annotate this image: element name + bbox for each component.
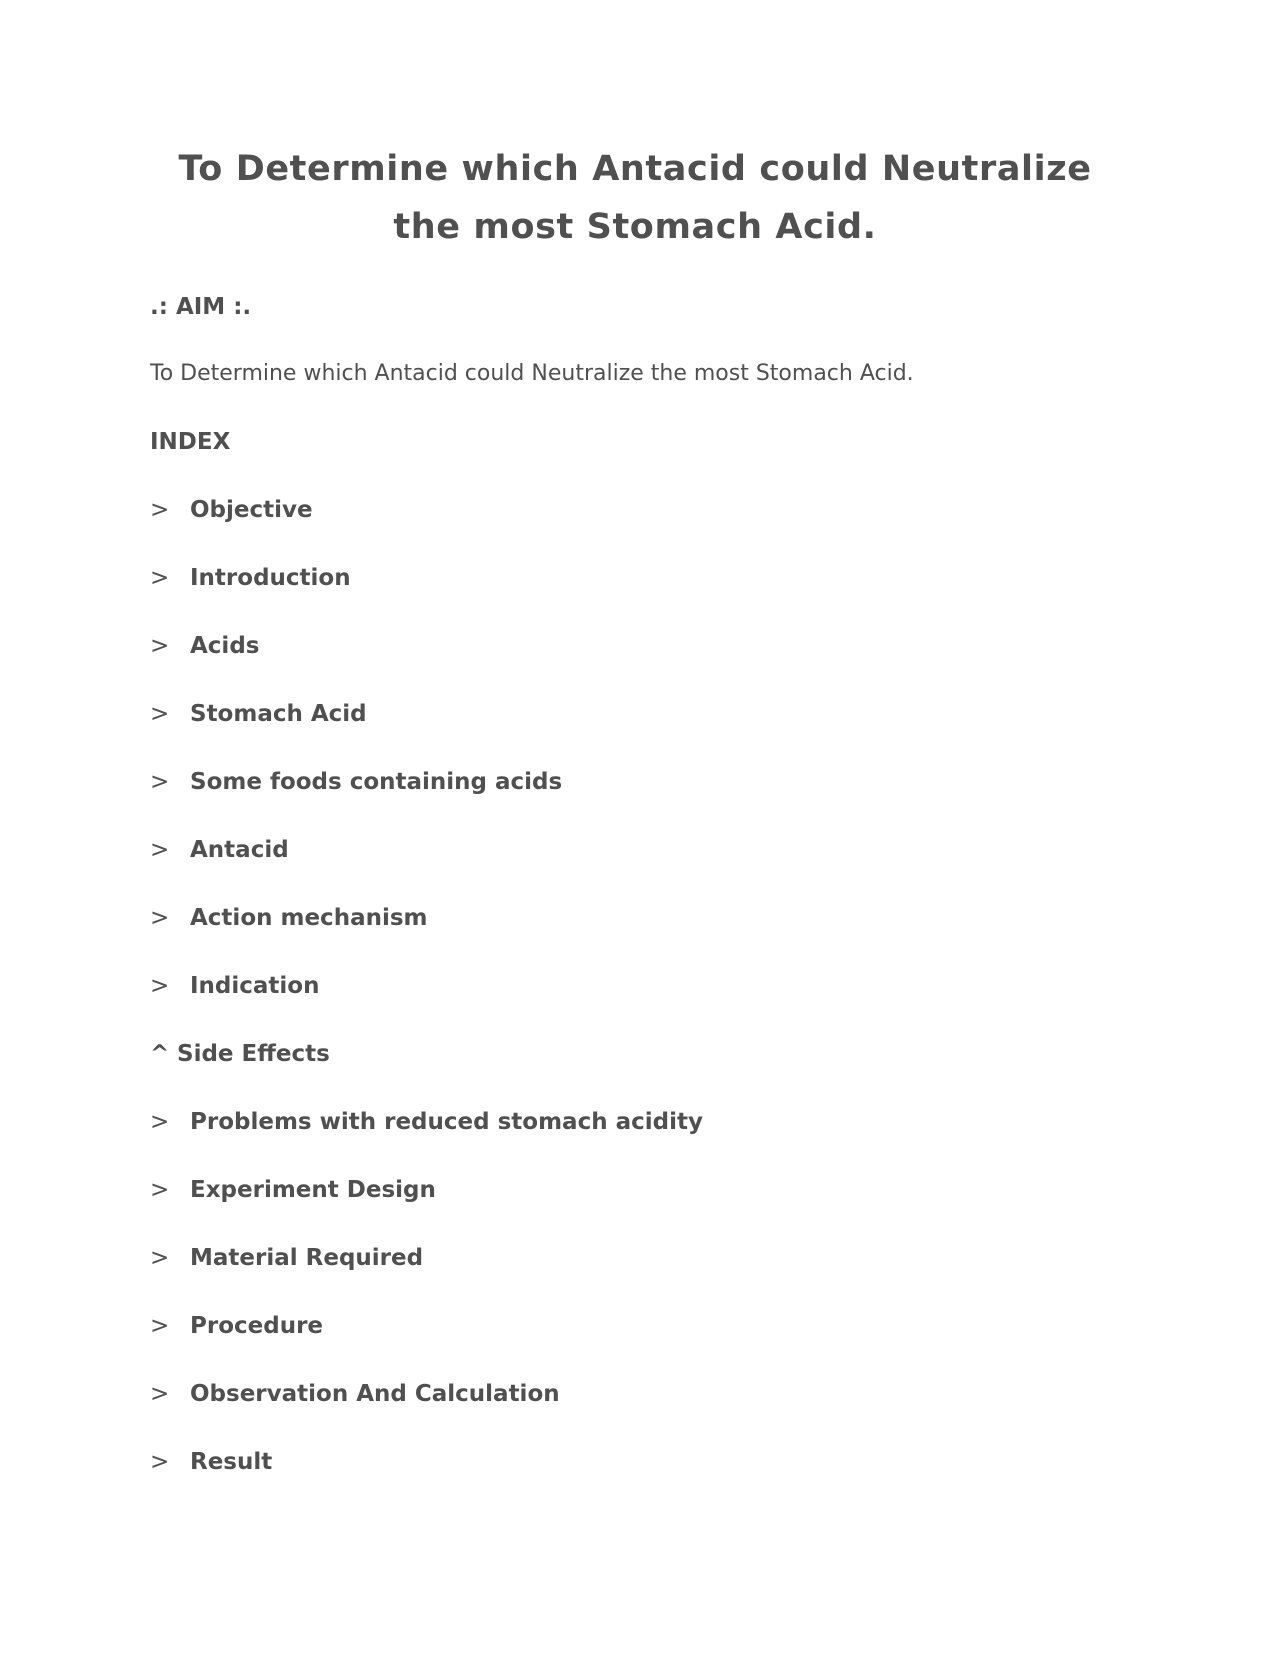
index-list <box>150 496 703 1516</box>
index-item <box>150 496 703 564</box>
index-item <box>150 632 703 700</box>
index-item-label: Procedure <box>190 1313 324 1339</box>
index-heading: INDEX <box>150 429 231 455</box>
index-item-marker: > <box>150 1381 170 1407</box>
index-item-label: Introduction <box>190 565 351 591</box>
index-item-marker: > <box>150 905 170 931</box>
index-item-marker: > <box>150 1449 170 1475</box>
index-item <box>150 1312 703 1380</box>
index-item-label: Material Required <box>190 1245 424 1271</box>
index-item <box>150 1108 703 1176</box>
index-item-label: Result <box>190 1449 273 1475</box>
index-item <box>150 836 703 904</box>
index-item <box>150 1040 703 1108</box>
index-item-marker: > <box>150 769 170 795</box>
index-item-marker: > <box>150 1177 170 1203</box>
index-item-label: Side Effects <box>177 1041 330 1067</box>
index-item <box>150 564 703 632</box>
index-item-label: Acids <box>190 633 260 659</box>
index-item <box>150 1176 703 1244</box>
index-item-marker: > <box>150 1313 170 1339</box>
index-item-label: Action mechanism <box>190 905 428 931</box>
index-item-marker: > <box>150 1245 170 1271</box>
index-item-label: Some foods containing acids <box>190 769 563 795</box>
index-item-label: Objective <box>190 497 313 523</box>
index-item-marker: > <box>150 701 170 727</box>
document-title: To Determine which Antacid could Neutralize the most Stomach Acid. <box>178 149 1092 247</box>
index-item <box>150 972 703 1040</box>
aim-heading: .: AIM :. <box>150 294 252 320</box>
index-item <box>150 1380 703 1448</box>
index-item <box>150 700 703 768</box>
index-item-label: Indication <box>190 973 320 999</box>
index-item-marker: > <box>150 565 170 591</box>
index-item-marker: > <box>150 633 170 659</box>
index-item-label: Observation And Calculation <box>190 1381 560 1407</box>
index-item-marker: > <box>150 973 170 999</box>
index-item <box>150 904 703 972</box>
index-item-label: Problems with reduced stomach acidity <box>190 1109 703 1135</box>
index-item-label: Stomach Acid <box>190 701 367 727</box>
index-item-marker: > <box>150 497 170 523</box>
aim-text: To Determine which Antacid could Neutralize the most Stomach Acid. <box>150 361 914 386</box>
index-item-marker: > <box>150 1109 170 1135</box>
index-item-label: Antacid <box>190 837 289 863</box>
index-item-marker: > <box>150 837 170 863</box>
index-item-marker: ^ <box>150 1041 170 1067</box>
index-item <box>150 1448 703 1516</box>
index-item <box>150 1244 703 1312</box>
index-item <box>150 768 703 836</box>
index-item-label: Experiment Design <box>190 1177 436 1203</box>
